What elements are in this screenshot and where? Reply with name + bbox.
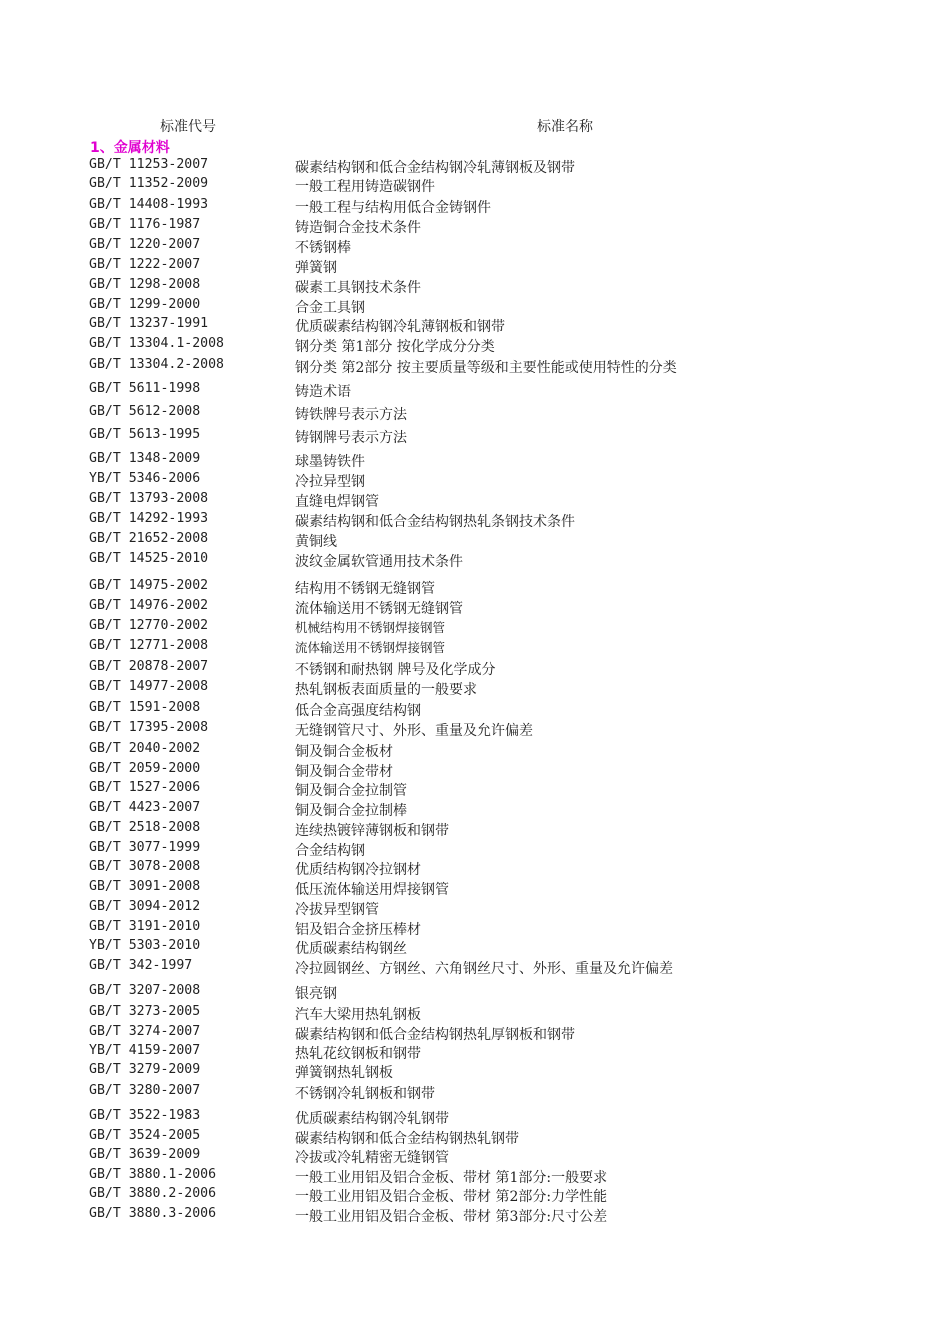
standard-name: 优质碳素结构钢丝 xyxy=(295,941,407,957)
standard-name: 优质碳素结构钢冷轧钢带 xyxy=(295,1111,449,1127)
table-row xyxy=(0,700,950,719)
standard-name: 铜及铜合金拉制棒 xyxy=(295,803,407,819)
standard-code: GB/T 1222-2007 xyxy=(89,257,201,272)
standard-code: GB/T 3191-2010 xyxy=(89,919,201,934)
table-row xyxy=(0,1004,950,1023)
table-row xyxy=(0,578,950,597)
table-row xyxy=(0,1167,950,1186)
standard-name: 黄铜线 xyxy=(295,534,337,550)
table-row xyxy=(0,404,950,423)
table-row xyxy=(0,551,950,570)
standard-name: 碳素结构钢和低合金结构钢热轧条钢技术条件 xyxy=(295,514,575,530)
standard-code: GB/T 5613-1995 xyxy=(89,427,201,442)
table-row xyxy=(0,237,950,256)
standard-code: GB/T 3207-2008 xyxy=(89,983,201,998)
standard-name: 连续热镀锌薄钢板和钢带 xyxy=(295,823,449,839)
standard-code: GB/T 14408-1993 xyxy=(89,197,209,212)
table-row xyxy=(0,381,950,400)
table-row xyxy=(0,277,950,296)
standard-code: GB/T 3639-2009 xyxy=(89,1147,201,1162)
standard-code: YB/T 5346-2006 xyxy=(89,471,201,486)
table-row xyxy=(0,618,950,637)
standard-name: 一般工程用铸造碳钢件 xyxy=(295,179,435,195)
standard-code: GB/T 12771-2008 xyxy=(89,638,209,653)
standard-code: GB/T 3280-2007 xyxy=(89,1083,201,1098)
table-row xyxy=(0,257,950,276)
table-row xyxy=(0,471,950,490)
standard-name: 不锈钢和耐热钢 牌号及化学成分 xyxy=(295,662,496,678)
standard-code: GB/T 2040-2002 xyxy=(89,741,201,756)
standard-code: GB/T 4423-2007 xyxy=(89,800,201,815)
standard-name: 铜及铜合金带材 xyxy=(295,764,393,780)
table-row xyxy=(0,859,950,878)
standard-code: GB/T 1220-2007 xyxy=(89,237,201,252)
standard-name: 一般工业用铝及铝合金板、带材 第2部分:力学性能 xyxy=(295,1189,608,1205)
standard-name: 优质碳素结构钢冷轧薄钢板和钢带 xyxy=(295,319,505,335)
standard-code: GB/T 14975-2002 xyxy=(89,578,209,593)
standard-code: YB/T 4159-2007 xyxy=(89,1043,201,1058)
standard-code: GB/T 1176-1987 xyxy=(89,217,201,232)
standard-code: GB/T 21652-2008 xyxy=(89,531,209,546)
standard-name: 一般工程与结构用低合金铸钢件 xyxy=(295,200,491,216)
standard-code: GB/T 1348-2009 xyxy=(89,451,201,466)
table-row xyxy=(0,217,950,236)
standard-code: GB/T 3078-2008 xyxy=(89,859,201,874)
standard-name: 碳素结构钢和低合金结构钢热轧厚钢板和钢带 xyxy=(295,1027,575,1043)
standard-code: GB/T 17395-2008 xyxy=(89,720,209,735)
standard-code: GB/T 11253-2007 xyxy=(89,157,209,172)
table-row xyxy=(0,1083,950,1102)
standard-name: 低合金高强度结构钢 xyxy=(295,703,421,719)
standard-name: 碳素结构钢和低合金结构钢热轧钢带 xyxy=(295,1131,519,1147)
standard-code: GB/T 14292-1993 xyxy=(89,511,209,526)
standard-name: 冷拉圆钢丝、方钢丝、六角钢丝尺寸、外形、重量及允许偏差 xyxy=(295,961,673,977)
standard-code: GB/T 3880.3-2006 xyxy=(89,1206,217,1221)
table-row xyxy=(0,1024,950,1043)
table-row xyxy=(0,1186,950,1205)
table-row xyxy=(0,1043,950,1062)
standard-name: 碳素工具钢技术条件 xyxy=(295,280,421,296)
table-row xyxy=(0,840,950,859)
table-row xyxy=(0,1147,950,1166)
standard-code: GB/T 13237-1991 xyxy=(89,316,209,331)
standard-name: 优质结构钢冷拉钢材 xyxy=(295,862,421,878)
standard-name: 合金结构钢 xyxy=(295,843,365,859)
table-row xyxy=(0,659,950,678)
column-header-name: 标准名称 xyxy=(537,119,593,135)
standard-code: GB/T 20878-2007 xyxy=(89,659,209,674)
standard-name: 铝及铝合金挤压棒材 xyxy=(295,922,421,938)
table-row xyxy=(0,297,950,316)
standard-code: GB/T 3279-2009 xyxy=(89,1062,201,1077)
table-row xyxy=(0,176,950,195)
table-row xyxy=(0,679,950,698)
table-row xyxy=(0,491,950,510)
standard-name: 直缝电焊钢管 xyxy=(295,494,379,510)
standard-name: 机械结构用不锈钢焊接钢管 xyxy=(295,620,446,635)
standard-name: 不锈钢棒 xyxy=(295,240,351,256)
standard-code: GB/T 13793-2008 xyxy=(89,491,209,506)
standard-name: 合金工具钢 xyxy=(295,300,365,316)
table-row xyxy=(0,638,950,657)
standard-code: GB/T 342-1997 xyxy=(89,958,193,973)
table-row xyxy=(0,720,950,739)
table-row xyxy=(0,316,950,335)
standard-name: 铜及铜合金板材 xyxy=(295,744,393,760)
table-row xyxy=(0,780,950,799)
standard-code: GB/T 14525-2010 xyxy=(89,551,209,566)
section-title: 1、金属材料 xyxy=(90,140,170,156)
standard-code: GB/T 13304.1-2008 xyxy=(89,336,224,351)
standard-name: 热轧花纹钢板和钢带 xyxy=(295,1046,421,1062)
standard-code: GB/T 1527-2006 xyxy=(89,780,201,795)
standard-code: GB/T 3274-2007 xyxy=(89,1024,201,1039)
table-row xyxy=(0,938,950,957)
standard-code: GB/T 1299-2000 xyxy=(89,297,201,312)
table-row xyxy=(0,879,950,898)
standard-name: 铸钢牌号表示方法 xyxy=(295,430,407,446)
standard-name: 热轧钢板表面质量的一般要求 xyxy=(295,682,477,698)
standard-code: GB/T 3077-1999 xyxy=(89,840,201,855)
standard-code: GB/T 5611-1998 xyxy=(89,381,201,396)
table-row xyxy=(0,598,950,617)
table-row xyxy=(0,427,950,446)
standard-name: 铸造术语 xyxy=(295,384,351,400)
standard-code: GB/T 2059-2000 xyxy=(89,761,201,776)
standard-code: GB/T 11352-2009 xyxy=(89,176,209,191)
table-row xyxy=(0,800,950,819)
standard-code: GB/T 3522-1983 xyxy=(89,1108,201,1123)
standard-code: GB/T 14976-2002 xyxy=(89,598,209,613)
standard-name: 冷拔或冷轧精密无缝钢管 xyxy=(295,1150,449,1166)
table-row xyxy=(0,1062,950,1081)
standard-code: GB/T 5612-2008 xyxy=(89,404,201,419)
standard-name: 一般工业用铝及铝合金板、带材 第1部分:一般要求 xyxy=(295,1170,608,1186)
standard-name: 流体输送用不锈钢焊接钢管 xyxy=(295,640,446,655)
standard-code: GB/T 3880.2-2006 xyxy=(89,1186,217,1201)
standard-name: 铜及铜合金拉制管 xyxy=(295,783,407,799)
standard-name: 弹簧钢热轧钢板 xyxy=(295,1065,393,1081)
table-row xyxy=(0,761,950,780)
table-row xyxy=(0,899,950,918)
standard-name: 弹簧钢 xyxy=(295,260,337,276)
standard-name: 结构用不锈钢无缝钢管 xyxy=(295,581,435,597)
table-row xyxy=(0,820,950,839)
standard-code: GB/T 3094-2012 xyxy=(89,899,201,914)
standard-name: 钢分类 第1部分 按化学成分分类 xyxy=(295,339,495,355)
table-row xyxy=(0,1128,950,1147)
table-row xyxy=(0,336,950,355)
table-row xyxy=(0,919,950,938)
column-header-code: 标准代号 xyxy=(160,119,216,135)
standard-name: 低压流体输送用焊接钢管 xyxy=(295,882,449,898)
table-row xyxy=(0,531,950,550)
standard-name: 一般工业用铝及铝合金板、带材 第3部分:尺寸公差 xyxy=(295,1209,608,1225)
standard-name: 银亮钢 xyxy=(295,986,337,1002)
table-row xyxy=(0,958,950,977)
standard-code: GB/T 13304.2-2008 xyxy=(89,357,224,372)
standard-name: 不锈钢冷轧钢板和钢带 xyxy=(295,1086,435,1102)
standard-name: 冷拉异型钢 xyxy=(295,474,365,490)
table-row xyxy=(0,983,950,1002)
standard-name: 无缝钢管尺寸、外形、重量及允许偏差 xyxy=(295,723,533,739)
standard-name: 钢分类 第2部分 按主要质量等级和主要性能或使用特性的分类 xyxy=(295,360,677,376)
standard-name: 汽车大梁用热轧钢板 xyxy=(295,1007,421,1023)
standard-code: GB/T 3273-2005 xyxy=(89,1004,201,1019)
standard-name: 流体输送用不锈钢无缝钢管 xyxy=(295,601,463,617)
standard-code: YB/T 5303-2010 xyxy=(89,938,201,953)
standard-code: GB/T 12770-2002 xyxy=(89,618,209,633)
table-row xyxy=(0,1206,950,1225)
standard-code: GB/T 1591-2008 xyxy=(89,700,201,715)
standard-name: 铸造铜合金技术条件 xyxy=(295,220,421,236)
standard-name: 波纹金属软管通用技术条件 xyxy=(295,554,463,570)
table-row xyxy=(0,741,950,760)
table-row xyxy=(0,511,950,530)
standard-name: 球墨铸铁件 xyxy=(295,454,365,470)
table-row xyxy=(0,451,950,470)
table-row xyxy=(0,157,950,176)
standard-code: GB/T 1298-2008 xyxy=(89,277,201,292)
standard-code: GB/T 2518-2008 xyxy=(89,820,201,835)
standard-code: GB/T 3524-2005 xyxy=(89,1128,201,1143)
standard-code: GB/T 3091-2008 xyxy=(89,879,201,894)
standard-name: 冷拔异型钢管 xyxy=(295,902,379,918)
standard-name: 铸铁牌号表示方法 xyxy=(295,407,407,423)
table-row xyxy=(0,197,950,216)
table-row xyxy=(0,1108,950,1127)
standard-name: 碳素结构钢和低合金结构钢冷轧薄钢板及钢带 xyxy=(295,160,575,176)
table-row xyxy=(0,357,950,376)
standard-code: GB/T 3880.1-2006 xyxy=(89,1167,217,1182)
standard-code: GB/T 14977-2008 xyxy=(89,679,209,694)
